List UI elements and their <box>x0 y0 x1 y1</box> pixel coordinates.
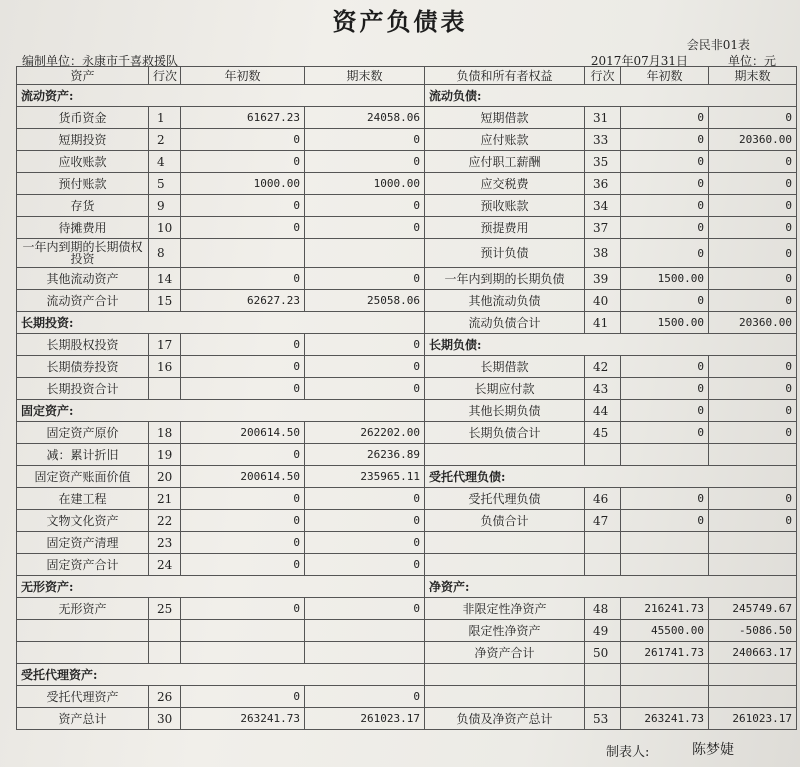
header-end-2: 期末数 <box>709 67 797 85</box>
asset-item-name: 在建工程 <box>17 488 149 510</box>
liability-end-value <box>709 444 797 466</box>
asset-line-no: 25 <box>149 598 181 620</box>
liability-line-no: 48 <box>585 598 621 620</box>
asset-begin-value <box>181 239 305 268</box>
liability-line-no: 41 <box>585 312 621 334</box>
liability-begin-value: 216241.73 <box>621 598 709 620</box>
currency-unit: 单位：元 <box>727 54 776 68</box>
table-row <box>17 444 797 466</box>
asset-item-name: 货币资金 <box>17 107 149 129</box>
asset-begin-value: 0 <box>181 510 305 532</box>
table-row <box>17 290 797 312</box>
asset-begin-value: 263241.73 <box>181 708 305 730</box>
header-begin-2: 年初数 <box>621 67 709 85</box>
table-row <box>17 356 797 378</box>
balance-sheet-table <box>16 66 797 730</box>
liability-end-value: 0 <box>709 378 797 400</box>
asset-end-value: 0 <box>305 598 425 620</box>
organization-label: 编制单位：永康市千喜救援队 <box>22 54 179 68</box>
liability-line-no: 37 <box>585 217 621 239</box>
liability-item-name <box>425 554 585 576</box>
table-row <box>17 217 797 239</box>
liability-end-value <box>709 664 797 686</box>
liability-line-no: 40 <box>585 290 621 312</box>
asset-line-no: 30 <box>149 708 181 730</box>
asset-line-no: 15 <box>149 290 181 312</box>
liability-begin-value: 1500.00 <box>621 312 709 334</box>
liability-item-name: 预提费用 <box>425 217 585 239</box>
asset-item-name: 待摊费用 <box>17 217 149 239</box>
table-row <box>17 151 797 173</box>
header-asset: 资产 <box>17 67 149 85</box>
asset-item-name: 固定资产原价 <box>17 422 149 444</box>
liability-begin-value: 0 <box>621 510 709 532</box>
asset-begin-value: 0 <box>181 334 305 356</box>
asset-item-name <box>17 620 149 642</box>
asset-item-name: 无形资产 <box>17 598 149 620</box>
table-row <box>17 664 797 686</box>
asset-item-name <box>17 642 149 664</box>
asset-begin-value: 0 <box>181 598 305 620</box>
liability-line-no: 44 <box>585 400 621 422</box>
asset-item-name: 固定资产清理 <box>17 532 149 554</box>
table-row <box>17 312 797 334</box>
liability-begin-value: 0 <box>621 290 709 312</box>
liability-item-name <box>425 444 585 466</box>
asset-end-value <box>305 239 425 268</box>
asset-end-value: 0 <box>305 510 425 532</box>
asset-end-value: 0 <box>305 356 425 378</box>
liability-item-name: 一年内到期的长期负债 <box>425 268 585 290</box>
asset-line-no: 21 <box>149 488 181 510</box>
header-end: 期末数 <box>305 67 425 85</box>
asset-end-value: 0 <box>305 334 425 356</box>
asset-section-heading: 长期投资: <box>17 312 425 334</box>
asset-line-no: 2 <box>149 129 181 151</box>
liability-line-no: 35 <box>585 151 621 173</box>
header-liabilities: 负债和所有者权益 <box>425 67 585 85</box>
liability-line-no <box>585 664 621 686</box>
asset-end-value: 0 <box>305 195 425 217</box>
asset-section-heading: 流动资产: <box>17 85 425 107</box>
asset-line-no: 23 <box>149 532 181 554</box>
table-row <box>17 107 797 129</box>
form-code: 会民非01表 <box>686 38 750 52</box>
liability-line-no: 36 <box>585 173 621 195</box>
liability-item-name: 长期借款 <box>425 356 585 378</box>
asset-begin-value: 0 <box>181 686 305 708</box>
asset-begin-value: 0 <box>181 151 305 173</box>
asset-item-name: 应收账款 <box>17 151 149 173</box>
table-row <box>17 378 797 400</box>
asset-end-value <box>305 642 425 664</box>
table-row <box>17 173 797 195</box>
liability-begin-value <box>621 532 709 554</box>
asset-item-name: 短期投资 <box>17 129 149 151</box>
liability-line-no: 33 <box>585 129 621 151</box>
liability-end-value: 0 <box>709 107 797 129</box>
liability-line-no: 34 <box>585 195 621 217</box>
liability-item-name <box>425 532 585 554</box>
preparer-name: 陈梦婕 <box>692 742 734 758</box>
liability-end-value: 0 <box>709 268 797 290</box>
liability-begin-value: 0 <box>621 107 709 129</box>
asset-line-no <box>149 642 181 664</box>
asset-end-value: 0 <box>305 532 425 554</box>
table-row <box>17 334 797 356</box>
liability-begin-value <box>621 664 709 686</box>
asset-begin-value: 200614.50 <box>181 422 305 444</box>
asset-item-name: 减：累计折旧 <box>17 444 149 466</box>
asset-begin-value: 0 <box>181 554 305 576</box>
liability-begin-value: 0 <box>621 356 709 378</box>
liability-begin-value <box>621 554 709 576</box>
liability-end-value: 240663.17 <box>709 642 797 664</box>
liability-begin-value <box>621 444 709 466</box>
asset-section-heading: 无形资产: <box>17 576 425 598</box>
asset-begin-value: 200614.50 <box>181 466 305 488</box>
asset-end-value: 0 <box>305 378 425 400</box>
asset-line-no: 16 <box>149 356 181 378</box>
asset-end-value: 25058.06 <box>305 290 425 312</box>
liability-begin-value: 0 <box>621 129 709 151</box>
liability-line-no <box>585 554 621 576</box>
liability-end-value <box>709 532 797 554</box>
asset-begin-value: 0 <box>181 195 305 217</box>
table-header-row <box>17 67 797 85</box>
asset-end-value: 0 <box>305 268 425 290</box>
liability-end-value: 0 <box>709 195 797 217</box>
asset-line-no: 22 <box>149 510 181 532</box>
liability-begin-value: 0 <box>621 400 709 422</box>
asset-end-value: 235965.11 <box>305 466 425 488</box>
asset-begin-value: 0 <box>181 378 305 400</box>
liability-section-heading: 长期负债: <box>425 334 797 356</box>
asset-begin-value: 61627.23 <box>181 107 305 129</box>
table-body <box>17 85 797 730</box>
liability-item-name: 负债及净资产总计 <box>425 708 585 730</box>
liability-item-name: 长期应付款 <box>425 378 585 400</box>
liability-end-value: 0 <box>709 356 797 378</box>
asset-end-value <box>305 620 425 642</box>
liability-item-name: 受托代理负债 <box>425 488 585 510</box>
liability-end-value: 0 <box>709 173 797 195</box>
asset-item-name: 流动资产合计 <box>17 290 149 312</box>
asset-end-value: 26236.89 <box>305 444 425 466</box>
asset-line-no: 10 <box>149 217 181 239</box>
liability-end-value: 261023.17 <box>709 708 797 730</box>
liability-begin-value: 261741.73 <box>621 642 709 664</box>
liability-begin-value: 45500.00 <box>621 620 709 642</box>
liability-end-value: 20360.00 <box>709 129 797 151</box>
table-row <box>17 239 797 268</box>
liability-line-no <box>585 686 621 708</box>
liability-item-name: 长期负债合计 <box>425 422 585 444</box>
liability-begin-value: 263241.73 <box>621 708 709 730</box>
asset-item-name: 其他流动资产 <box>17 268 149 290</box>
liability-end-value: 245749.67 <box>709 598 797 620</box>
liability-section-heading: 净资产: <box>425 576 797 598</box>
table-row <box>17 268 797 290</box>
liability-item-name: 其他流动负债 <box>425 290 585 312</box>
asset-begin-value <box>181 620 305 642</box>
table-row <box>17 195 797 217</box>
asset-end-value: 0 <box>305 217 425 239</box>
liability-line-no: 43 <box>585 378 621 400</box>
asset-line-no: 19 <box>149 444 181 466</box>
asset-line-no: 9 <box>149 195 181 217</box>
asset-begin-value: 1000.00 <box>181 173 305 195</box>
asset-begin-value: 0 <box>181 444 305 466</box>
liability-begin-value <box>621 686 709 708</box>
asset-begin-value: 0 <box>181 356 305 378</box>
liability-line-no: 50 <box>585 642 621 664</box>
asset-line-no: 18 <box>149 422 181 444</box>
table-row <box>17 598 797 620</box>
liability-begin-value: 0 <box>621 173 709 195</box>
asset-line-no: 4 <box>149 151 181 173</box>
liability-section-heading: 受托代理负债: <box>425 466 797 488</box>
table-row <box>17 708 797 730</box>
asset-begin-value: 0 <box>181 488 305 510</box>
header-line-2: 行次 <box>585 67 621 85</box>
asset-begin-value: 0 <box>181 268 305 290</box>
liability-begin-value: 0 <box>621 422 709 444</box>
asset-line-no: 5 <box>149 173 181 195</box>
asset-end-value: 1000.00 <box>305 173 425 195</box>
asset-end-value: 24058.06 <box>305 107 425 129</box>
liability-begin-value: 1500.00 <box>621 268 709 290</box>
asset-item-name: 长期债券投资 <box>17 356 149 378</box>
liability-item-name: 应交税费 <box>425 173 585 195</box>
liability-section-heading: 流动负债: <box>425 85 797 107</box>
asset-line-no: 8 <box>149 239 181 268</box>
asset-line-no: 24 <box>149 554 181 576</box>
table-row <box>17 129 797 151</box>
liability-line-no <box>585 444 621 466</box>
liability-line-no <box>585 532 621 554</box>
liability-begin-value: 0 <box>621 378 709 400</box>
asset-item-name: 文物文化资产 <box>17 510 149 532</box>
asset-section-heading: 固定资产: <box>17 400 425 422</box>
preparer-label: 制表人: <box>606 745 650 760</box>
liability-line-no: 46 <box>585 488 621 510</box>
document-title: 资产负债表 <box>332 7 468 36</box>
table-row <box>17 620 797 642</box>
liability-begin-value: 0 <box>621 488 709 510</box>
liability-end-value: 0 <box>709 422 797 444</box>
asset-item-name: 存货 <box>17 195 149 217</box>
liability-begin-value: 0 <box>621 151 709 173</box>
liability-item-name: 预计负债 <box>425 239 585 268</box>
asset-item-name: 固定资产合计 <box>17 554 149 576</box>
liability-item-name: 应付账款 <box>425 129 585 151</box>
asset-begin-value: 0 <box>181 217 305 239</box>
liability-line-no: 39 <box>585 268 621 290</box>
liability-item-name: 预收账款 <box>425 195 585 217</box>
liability-begin-value: 0 <box>621 239 709 268</box>
asset-line-no: 1 <box>149 107 181 129</box>
liability-end-value: -5086.50 <box>709 620 797 642</box>
table-row <box>17 400 797 422</box>
liability-item-name: 负债合计 <box>425 510 585 532</box>
liability-item-name: 非限定性净资产 <box>425 598 585 620</box>
header-line: 行次 <box>149 67 181 85</box>
liability-item-name: 其他长期负债 <box>425 400 585 422</box>
liability-end-value: 0 <box>709 400 797 422</box>
liability-begin-value: 0 <box>621 195 709 217</box>
liability-end-value: 0 <box>709 151 797 173</box>
asset-end-value: 0 <box>305 129 425 151</box>
liability-end-value: 0 <box>709 290 797 312</box>
table-row <box>17 422 797 444</box>
liability-end-value: 0 <box>709 510 797 532</box>
table-row <box>17 510 797 532</box>
asset-item-name: 长期投资合计 <box>17 378 149 400</box>
liability-end-value: 20360.00 <box>709 312 797 334</box>
header-info-line <box>22 52 776 66</box>
asset-line-no: 17 <box>149 334 181 356</box>
table-row <box>17 85 797 107</box>
liability-item-name <box>425 664 585 686</box>
liability-line-no: 47 <box>585 510 621 532</box>
asset-item-name: 资产总计 <box>17 708 149 730</box>
asset-end-value: 0 <box>305 554 425 576</box>
table-row <box>17 554 797 576</box>
liability-item-name: 应付职工薪酬 <box>425 151 585 173</box>
liability-item-name: 限定性净资产 <box>425 620 585 642</box>
asset-end-value: 0 <box>305 488 425 510</box>
table-row <box>17 642 797 664</box>
liability-item-name: 流动负债合计 <box>425 312 585 334</box>
asset-line-no: 26 <box>149 686 181 708</box>
asset-begin-value: 0 <box>181 129 305 151</box>
liability-end-value: 0 <box>709 488 797 510</box>
asset-line-no: 20 <box>149 466 181 488</box>
asset-line-no: 14 <box>149 268 181 290</box>
table-row <box>17 686 797 708</box>
asset-item-name: 一年内到期的长期债权投资 <box>17 239 149 268</box>
asset-item-name: 预付账款 <box>17 173 149 195</box>
asset-item-name: 长期股权投资 <box>17 334 149 356</box>
liability-line-no: 31 <box>585 107 621 129</box>
asset-section-heading: 受托代理资产: <box>17 664 425 686</box>
asset-item-name: 受托代理资产 <box>17 686 149 708</box>
asset-end-value: 0 <box>305 151 425 173</box>
table-row <box>17 488 797 510</box>
liability-begin-value: 0 <box>621 217 709 239</box>
liability-item-name: 短期借款 <box>425 107 585 129</box>
liability-line-no: 45 <box>585 422 621 444</box>
liability-item-name: 净资产合计 <box>425 642 585 664</box>
table-row <box>17 466 797 488</box>
asset-end-value: 262202.00 <box>305 422 425 444</box>
asset-begin-value: 62627.23 <box>181 290 305 312</box>
table-row <box>17 576 797 598</box>
asset-line-no <box>149 378 181 400</box>
liability-item-name <box>425 686 585 708</box>
asset-begin-value: 0 <box>181 532 305 554</box>
liability-line-no: 42 <box>585 356 621 378</box>
asset-end-value: 0 <box>305 686 425 708</box>
table-row <box>17 532 797 554</box>
liability-line-no: 53 <box>585 708 621 730</box>
preparer-block <box>606 741 734 760</box>
liability-line-no: 38 <box>585 239 621 268</box>
liability-end-value <box>709 554 797 576</box>
liability-line-no: 49 <box>585 620 621 642</box>
asset-begin-value <box>181 642 305 664</box>
header-begin: 年初数 <box>181 67 305 85</box>
report-date: 2017年07月31日 <box>590 54 688 68</box>
asset-line-no <box>149 620 181 642</box>
asset-end-value: 261023.17 <box>305 708 425 730</box>
liability-end-value: 0 <box>709 239 797 268</box>
asset-item-name: 固定资产账面价值 <box>17 466 149 488</box>
liability-end-value: 0 <box>709 217 797 239</box>
liability-end-value <box>709 686 797 708</box>
